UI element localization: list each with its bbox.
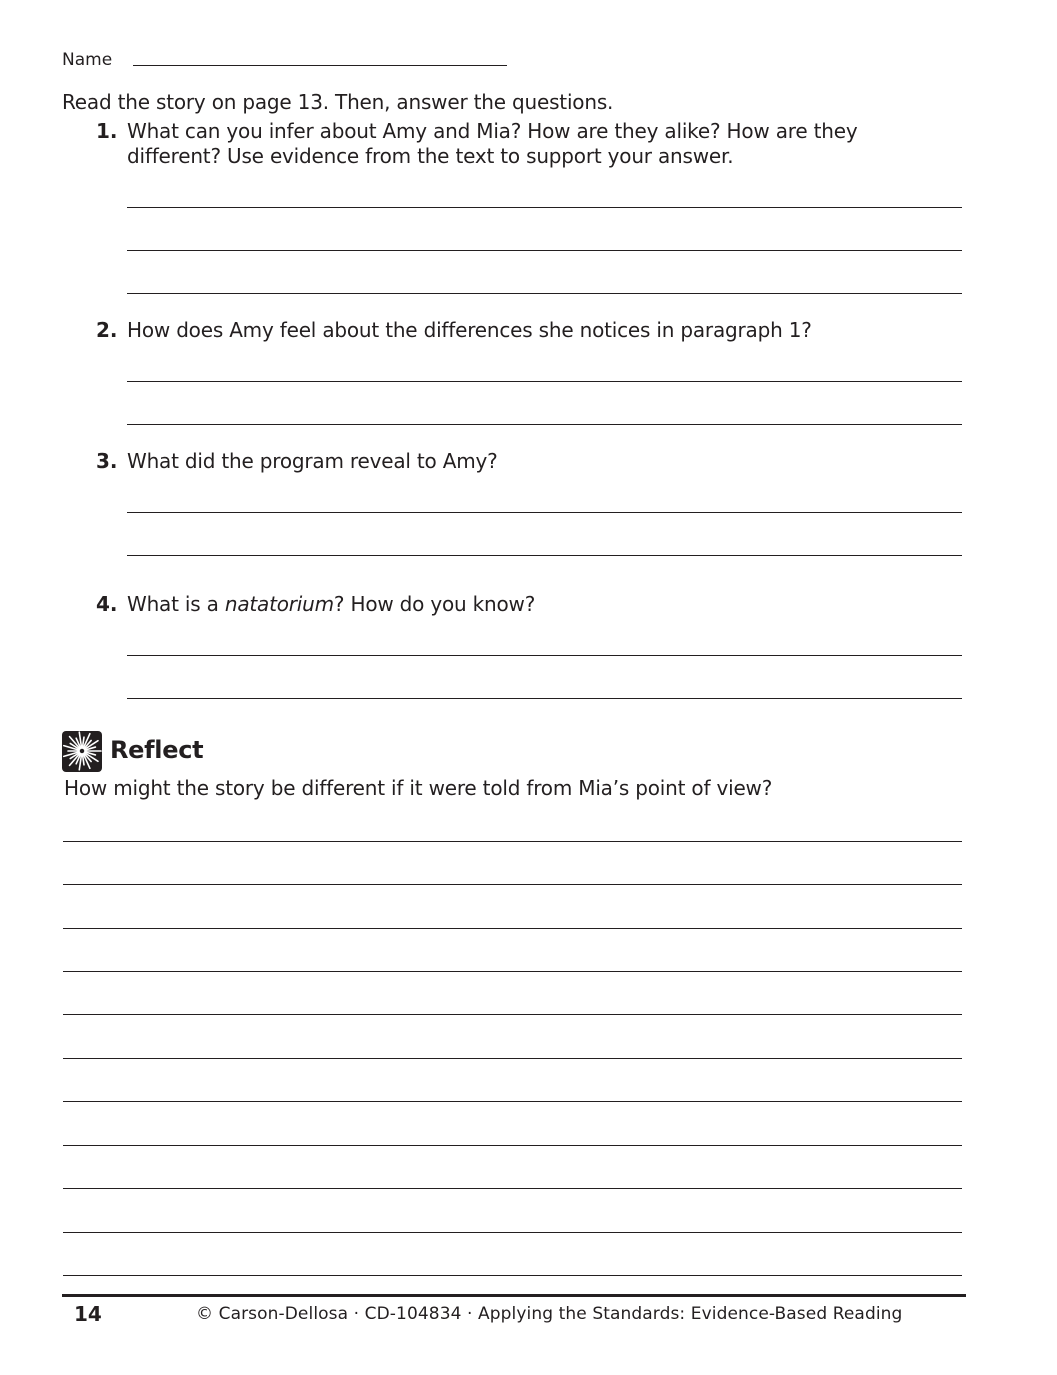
reflect-answer-line[interactable] [63, 884, 962, 885]
question-1-answer-line[interactable] [127, 250, 962, 251]
reflect-heading: Reflect [110, 736, 204, 764]
reflect-answer-line[interactable] [63, 1145, 962, 1146]
page-number: 14 [74, 1302, 102, 1326]
reflect-answer-line[interactable] [63, 1275, 962, 1276]
reflect-answer-line[interactable] [63, 1101, 962, 1102]
question-3-number: 3. [96, 449, 118, 473]
question-4-term: natatorium [224, 592, 334, 616]
question-3-text: What did the program reveal to Amy? [127, 449, 498, 473]
question-3-answer-line[interactable] [127, 512, 962, 513]
question-4-answer-line[interactable] [127, 655, 962, 656]
question-2-answer-line[interactable] [127, 381, 962, 382]
footer-credit: © Carson-Dellosa · CD-104834 · Applying the Standards: Evidence-Based Reading [196, 1304, 903, 1324]
reflect-answer-line[interactable] [63, 841, 962, 842]
question-1-text: What can you infer about Amy and Mia? How are they alike? How are they different? Use evidence from the text to support your answer. [127, 119, 858, 168]
footer-divider [62, 1294, 966, 1297]
instructions: Read the story on page 13. Then, answer the questions. [62, 90, 614, 114]
question-2-number: 2. [96, 318, 118, 342]
sunburst-icon [62, 731, 102, 772]
reflect-answer-line[interactable] [63, 928, 962, 929]
question-2-answer-line[interactable] [127, 424, 962, 425]
question-2-text: How does Amy feel about the differences she notices in paragraph 1? [127, 318, 812, 342]
reflect-answer-line[interactable] [63, 1014, 962, 1015]
question-4-text-end: ? How do you know? [333, 592, 536, 616]
reflect-answer-line[interactable] [63, 1188, 962, 1189]
question-3-answer-line[interactable] [127, 555, 962, 556]
name-label: Name [62, 50, 113, 70]
question-4-text [127, 592, 947, 617]
question-4-text-start: What is a [127, 592, 225, 616]
question-1-number: 1. [96, 119, 118, 143]
question-4-answer-line[interactable] [127, 698, 962, 699]
question-4-number: 4. [96, 592, 118, 616]
reflect-prompt: How might the story be different if it were told from Mia’s point of view? [64, 776, 773, 800]
reflect-answer-line[interactable] [63, 971, 962, 972]
question-1-answer-line[interactable] [127, 207, 962, 208]
name-field[interactable] [133, 65, 507, 66]
question-1-answer-line[interactable] [127, 293, 962, 294]
reflect-answer-line[interactable] [63, 1232, 962, 1233]
reflect-answer-line[interactable] [63, 1058, 962, 1059]
